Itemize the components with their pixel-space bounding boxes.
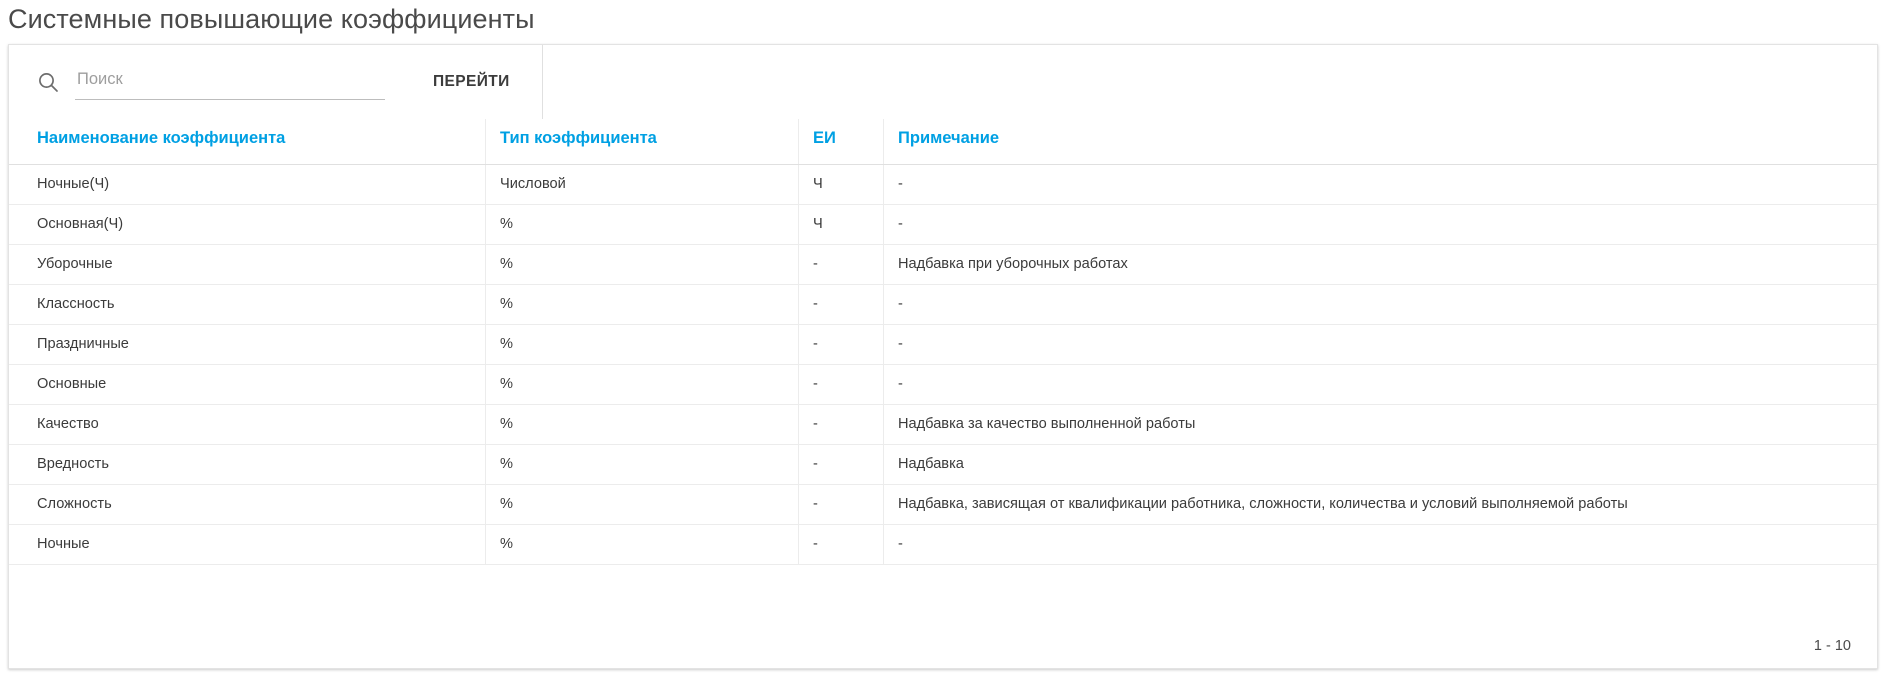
cell-name: Основная(Ч) [9,205,486,245]
table-row[interactable] [9,325,1877,365]
table-row[interactable] [9,525,1877,565]
cell-note: - [884,285,1878,325]
cell-name: Уборочные [9,245,486,285]
cell-unit: - [799,485,884,525]
go-button[interactable]: ПЕРЕЙТИ [407,45,543,119]
cell-unit: - [799,245,884,285]
column-header-type[interactable]: Тип коэффициента [486,119,799,165]
cell-type: % [486,205,799,245]
table-row[interactable] [9,365,1877,405]
search-input[interactable] [75,70,385,93]
search-icon[interactable] [35,69,61,95]
content-card [8,44,1878,669]
cell-name: Качество [9,405,486,445]
column-header-name[interactable]: Наименование коэффициента [9,119,486,165]
cell-name: Ночные(Ч) [9,165,486,205]
table-row[interactable] [9,205,1877,245]
cell-note: Надбавка при уборочных работах [884,245,1878,285]
cell-name: Классность [9,285,486,325]
cell-name: Сложность [9,485,486,525]
search-field-wrapper [75,65,385,100]
cell-type: % [486,365,799,405]
cell-type: % [486,285,799,325]
cell-note: Надбавка [884,445,1878,485]
cell-name: Ночные [9,525,486,565]
cell-unit: - [799,325,884,365]
cell-note: - [884,205,1878,245]
cell-unit: Ч [799,165,884,205]
cell-type: % [486,485,799,525]
cell-name: Основные [9,365,486,405]
table-row[interactable] [9,445,1877,485]
cell-type: % [486,325,799,365]
table-row[interactable] [9,245,1877,285]
cell-unit: Ч [799,205,884,245]
column-header-unit[interactable]: ЕИ [799,119,884,165]
cell-type: % [486,445,799,485]
search-toolbar [9,45,1877,119]
table-header [9,119,1877,165]
cell-type: % [486,525,799,565]
cell-type: Числовой [486,165,799,205]
table-body [9,165,1877,565]
table-row[interactable] [9,165,1877,205]
table-row[interactable] [9,485,1877,525]
table-row[interactable] [9,285,1877,325]
cell-unit: - [799,285,884,325]
coefficients-table [9,119,1877,565]
cell-unit: - [799,365,884,405]
cell-unit: - [799,405,884,445]
cell-type: % [486,245,799,285]
cell-note: - [884,525,1878,565]
cell-note: - [884,325,1878,365]
cell-unit: - [799,525,884,565]
pagination-range: 1 - 10 [1813,638,1851,654]
cell-unit: - [799,445,884,485]
cell-name: Вредность [9,445,486,485]
table-row[interactable] [9,405,1877,445]
cell-note: Надбавка за качество выполненной работы [884,405,1878,445]
cell-type: % [486,405,799,445]
cell-note: - [884,165,1878,205]
page-title: Системные повышающие коэффициенты [8,4,535,34]
cell-note: Надбавка, зависящая от квалификации работника, сложности, количества и условий выполняемой работы [884,485,1878,525]
table-header-row [9,119,1877,165]
cell-note: - [884,365,1878,405]
cell-name: Праздничные [9,325,486,365]
column-header-note[interactable]: Примечание [884,119,1878,165]
